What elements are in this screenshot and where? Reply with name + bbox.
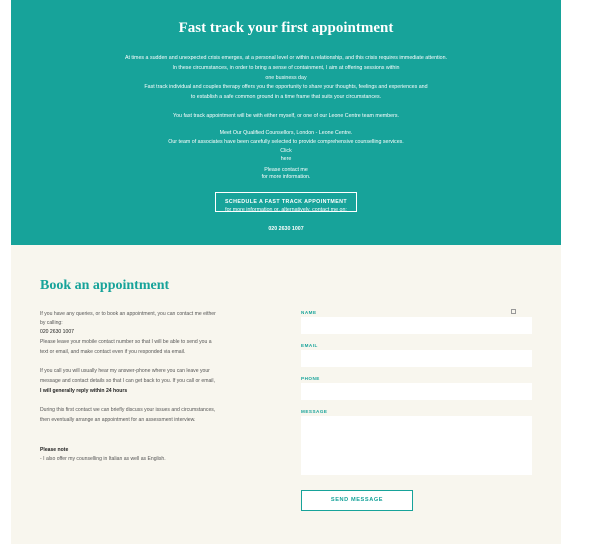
- email-label: EMAIL: [301, 343, 318, 348]
- name-label: NAME: [301, 310, 317, 315]
- booking-text-line: by calling:: [40, 320, 63, 326]
- hero-banner: [11, 0, 561, 245]
- booking-text-line: If you call you will usually hear my answer-phone where you can leave your: [40, 368, 210, 374]
- note-text: - I also offer my counselling in Italian as well as English.: [40, 456, 166, 462]
- hero-text-line: to establish a safe common ground in a time frame that suits your circumstances.: [190, 94, 382, 100]
- booking-title: Book an appointment: [40, 278, 170, 293]
- reply-note: I will generally reply within 24 hours: [40, 388, 128, 394]
- name-field[interactable]: [301, 317, 532, 334]
- hero-click-link[interactable]: Click: [280, 148, 292, 154]
- phone-label: PHONE: [301, 376, 320, 381]
- message-field[interactable]: [301, 416, 532, 475]
- note-heading: Please note: [40, 447, 69, 453]
- booking-phone-link[interactable]: 020 2630 1007: [40, 329, 74, 335]
- hero-text-line: Fast track individual and couples therapy offers you the opportunity to share your thoughts, feelings and experiences and: [144, 84, 428, 90]
- message-label: MESSAGE: [301, 409, 328, 414]
- hero-text-line: one business day: [265, 75, 307, 81]
- hero-text-line: At times a sudden and unexpected crisis emerges, at a personal level or within a relationship, and this crisis requires immediate attention.: [124, 55, 448, 61]
- hero-phone-link[interactable]: 020 2630 1007: [268, 226, 304, 232]
- hero-title: Fast track your first appointment: [178, 20, 394, 36]
- hero-text-line: In these circumstances, in order to bring a sense of containment, I aim at offering sessions within: [172, 65, 400, 71]
- hero-text-line: for more information.: [261, 174, 311, 180]
- schedule-fast-track-button[interactable]: SCHEDULE A FAST TRACK APPOINTMENT: [215, 192, 357, 212]
- booking-text-line: Please leave your mobile contact number so that I will be able to send you a: [40, 339, 212, 345]
- hero-text-line: Please contact me: [264, 167, 308, 173]
- booking-text-line: During this first contact we can briefly discuss your issues and circumstances,: [40, 407, 216, 413]
- hero-text-line: You fast track appointment will be with either myself, or one of our Leone Centre team members.: [173, 113, 399, 119]
- hero-contact-line: for more information or, alternatively, contact me on:: [225, 207, 347, 213]
- hero-here-link[interactable]: here: [280, 156, 292, 162]
- hero-text-line: Our team of associates have been carefully selected to provide comprehensive counselling services.: [168, 139, 404, 145]
- booking-section: [11, 245, 561, 544]
- booking-text-line: then eventually arrange an appointment for an assessment interview.: [40, 417, 196, 423]
- phone-field[interactable]: [301, 383, 532, 400]
- email-field[interactable]: [301, 350, 532, 367]
- booking-text-line: message and contact details so that I can get back to you. If you call or email,: [40, 378, 215, 384]
- hero-text-line: Meet Our Qualified Counsellors, London - Leone Centre.: [219, 130, 353, 136]
- booking-text-line: text or email, and make contact even if you responded via email.: [40, 349, 186, 355]
- send-message-button[interactable]: SEND MESSAGE: [301, 490, 413, 511]
- autofill-icon[interactable]: [511, 309, 516, 314]
- booking-text-line: If you have any queries, or to book an appointment, you can contact me either: [40, 311, 216, 317]
